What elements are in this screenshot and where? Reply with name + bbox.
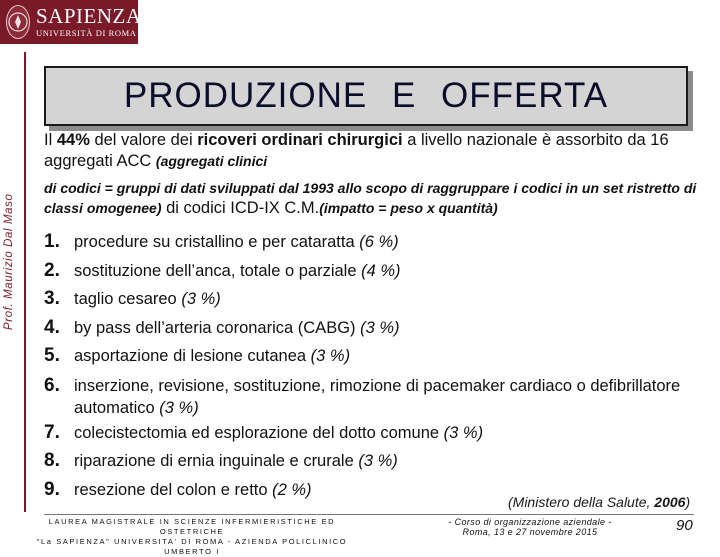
page-number: 90: [676, 517, 693, 534]
intro-text: Il: [44, 131, 57, 149]
footer-lecture: [418, 517, 642, 537]
footer-course-line1: LAUREA MAGISTRALE IN SCIENZE INFERMIERISTICHE ED OSTETRICHE: [48, 517, 336, 536]
side-divider: [24, 52, 26, 512]
list-item: 4. by pass dell’arteria coronarica (CABG) (3 %): [44, 316, 400, 338]
title-box: [44, 66, 688, 126]
intro-text: a livello nazionale è assorbito da 16 aggregati ACC: [44, 131, 669, 170]
footer-course-line2: "La SAPIENZA" UNIVERSITA' DI ROMA - AZIENDA POLICLINICO UMBERTO I: [36, 537, 348, 556]
intro-italic: (aggregati clinici: [155, 153, 268, 169]
intro-text: del valore dei: [89, 131, 198, 149]
intro-percent: 44%: [56, 131, 90, 149]
definition-impact: (impatto = peso x quantità): [319, 200, 498, 216]
list-item: 9. resezione del colon e retto (2 %): [44, 478, 312, 500]
intro-bold: ricoveri ordinari chirurgici: [197, 131, 403, 149]
university-subtitle: UNIVERSITÀ DI ROMA: [36, 28, 137, 39]
side-author: Prof. Maurizio Dal Maso: [3, 193, 15, 330]
footer-course: [22, 517, 362, 556]
definition-codes: di codici ICD-IX C.M.: [161, 199, 320, 217]
list-item: 3. taglio cesareo (3 %): [44, 288, 221, 309]
footer-lecture-line2: Roma, 13 e 27 novembre 2015: [462, 527, 598, 537]
crest-icon: [6, 5, 30, 39]
list-item: 7. colecistectomia ed esplorazione del dotto comune (3 %): [44, 421, 484, 443]
definition-text: di codici = gruppi di dati sviluppati dal 1993 allo scopo di raggruppare i codici in un set ristretto di classi omogenee): [44, 180, 697, 216]
university-logo: [0, 0, 142, 44]
intro-definition: [44, 178, 718, 218]
footer-lecture-line1: - Corso di organizzazione aziendale -: [448, 517, 612, 527]
university-name: SAPIENZA: [36, 4, 142, 29]
footer-divider: [44, 514, 694, 515]
list-item: 2. sostituzione dell’anca, totale o parziale (4 %): [44, 259, 401, 281]
intro-paragraph: [44, 130, 714, 172]
source-citation: (Ministero della Salute, 2006): [508, 494, 691, 510]
list-item: 5. asportazione di lesione cutanea (3 %): [44, 345, 351, 366]
aggregates-list: [44, 228, 720, 504]
list-item: 8. riparazione di ernia inguinale e crurale (3 %): [44, 450, 398, 471]
list-item: 1. procedure su cristallino e per cataratta (6 %): [44, 231, 399, 252]
page-title: PRODUZIONE E OFFERTA: [123, 76, 609, 115]
list-item: 6. inserzione, revisione, sostituzione, rimozione di pacemaker cardiaco o defibrillatore automatico (3 %): [44, 374, 681, 417]
